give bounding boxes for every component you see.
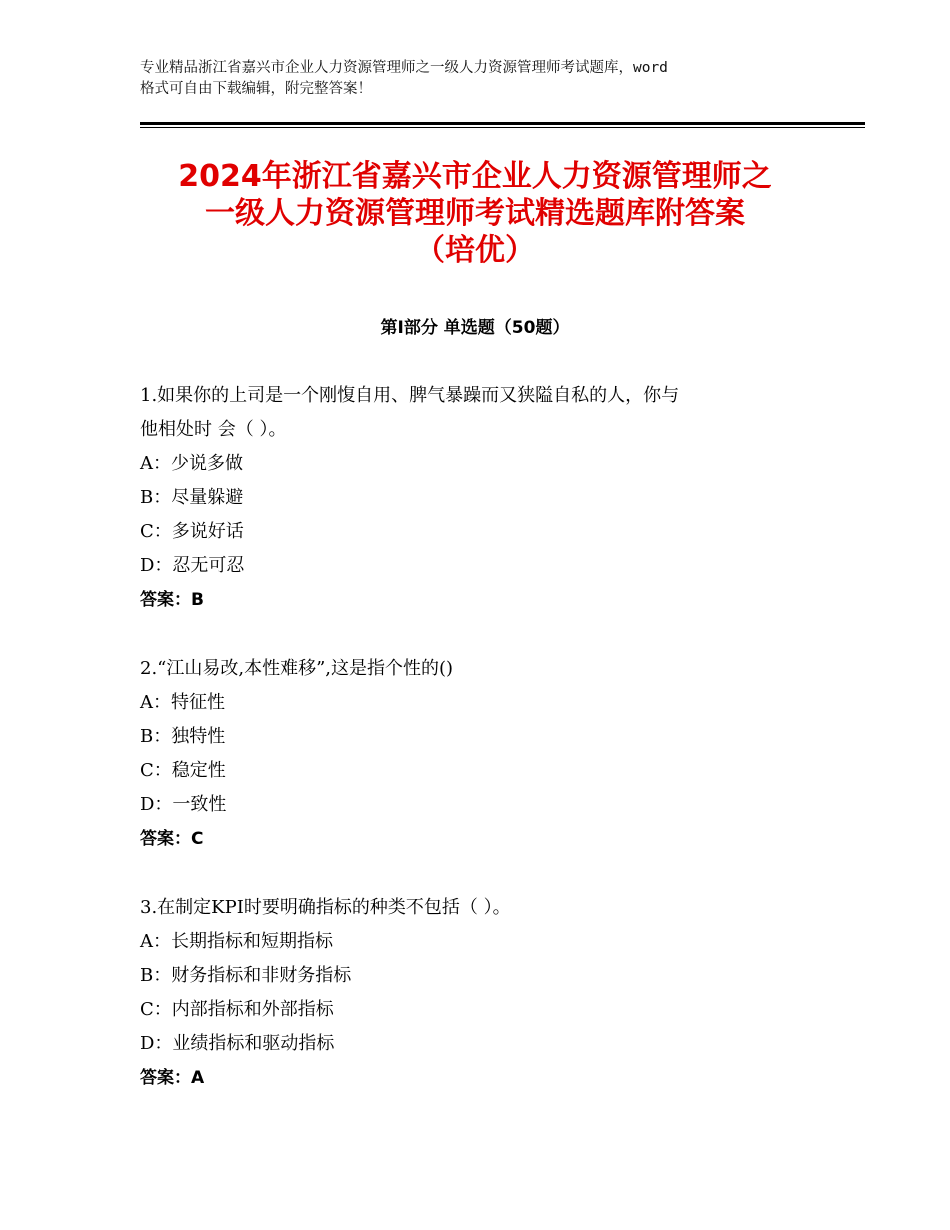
question-stem: 1.如果你的上司是一个刚愎自用、脾气暴躁而又狭隘自私的人，你与 xyxy=(140,385,680,406)
header-divider-thin xyxy=(140,127,865,128)
option-c: C：多说好话 xyxy=(140,521,244,542)
section-heading: 第Ⅰ部分 单选题（50题） xyxy=(380,318,570,338)
header-note-line-1: 专业精品浙江省嘉兴市企业人力资源管理师之一级人力资源管理师考试题库，word xyxy=(140,60,668,76)
answer-value: B xyxy=(191,590,204,610)
option-b: B：独特性 xyxy=(140,726,226,747)
answer-label: 答案： xyxy=(140,1068,191,1088)
question-2 xyxy=(140,652,840,856)
document-title-line-2: 一级人力资源管理师考试精选题库附答案 xyxy=(205,196,745,231)
question-1 xyxy=(140,379,840,617)
question-3 xyxy=(140,891,840,1095)
option-a: A：长期指标和短期指标 xyxy=(140,931,333,952)
option-d: D：业绩指标和驱动指标 xyxy=(140,1033,335,1054)
option-a: A：特征性 xyxy=(140,692,225,713)
question-stem: 3.在制定KPI时要明确指标的种类不包括（ ）。 xyxy=(140,897,511,918)
header-note-line-2: 格式可自由下载编辑，附完整答案！ xyxy=(140,81,372,97)
option-d: D：忍无可忍 xyxy=(140,555,245,576)
answer-line xyxy=(140,583,840,617)
answer-label: 答案： xyxy=(140,829,191,849)
document-title-line-1: 2024年浙江省嘉兴市企业人力资源管理师之 xyxy=(178,159,772,194)
answer-label: 答案： xyxy=(140,590,191,610)
question-stem: 2.“江山易改,本性难移”,这是指个性的() xyxy=(140,658,454,679)
option-b: B：尽量躲避 xyxy=(140,487,244,508)
answer-value: C xyxy=(191,829,204,849)
option-c: C：内部指标和外部指标 xyxy=(140,999,334,1020)
document-title-line-3: （培优） xyxy=(415,233,535,268)
header-note xyxy=(140,58,830,100)
option-a: A：少说多做 xyxy=(140,453,243,474)
header-divider-thick xyxy=(140,122,865,125)
option-d: D：一致性 xyxy=(140,794,227,815)
answer-line xyxy=(140,822,840,856)
option-c: C：稳定性 xyxy=(140,760,226,781)
document-title xyxy=(100,158,850,269)
answer-line xyxy=(140,1061,840,1095)
option-b: B：财务指标和非财务指标 xyxy=(140,965,352,986)
answer-value: A xyxy=(191,1068,205,1088)
question-stem-continued: 他相处时 会（ ）。 xyxy=(140,419,287,440)
